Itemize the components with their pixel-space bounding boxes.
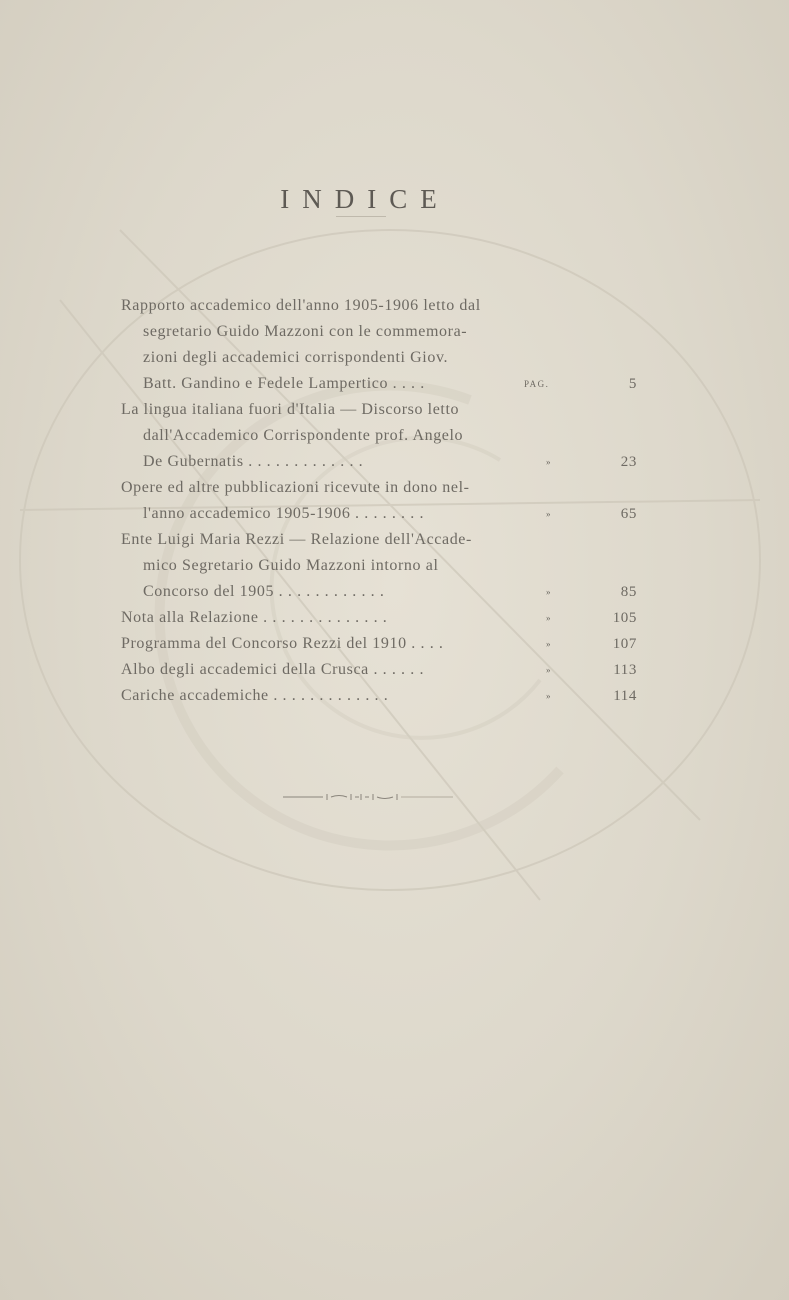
toc-entry-line (0, 527, 789, 553)
toc-entry (0, 683, 789, 709)
page-title: INDICE (280, 184, 450, 215)
toc-entry-text: Opere ed altre pubblicazioni ricevute in dono nel- (121, 479, 470, 496)
toc-entry-line (0, 657, 789, 683)
page-number: 85 (620, 584, 637, 600)
toc-entry-line (0, 683, 789, 709)
toc-entry-line (0, 345, 789, 371)
toc-entry-line (0, 319, 789, 345)
ditto-mark: » (546, 639, 552, 649)
toc-entry-text: Batt. Gandino e Fedele Lampertico . . . . (143, 375, 425, 392)
toc-entry-line (0, 475, 789, 501)
ditto-mark: » (546, 587, 552, 597)
toc-entry-line (0, 449, 789, 475)
toc-entry-text: Programma del Concorso Rezzi del 1910 . . . . (121, 635, 444, 652)
toc-entry-line (0, 579, 789, 605)
ditto-mark: » (546, 509, 552, 519)
page-number: 113 (613, 662, 637, 678)
page-number: 5 (628, 376, 637, 392)
table-of-contents (0, 293, 789, 709)
page-label: PAG. (524, 379, 550, 389)
toc-entry-text: zioni degli accademici corrispondenti Giov. (143, 349, 449, 366)
toc-entry (0, 605, 789, 631)
toc-entry-text: Albo degli accademici della Crusca . . . . . . (121, 661, 425, 678)
toc-entry (0, 475, 789, 527)
toc-entry-line (0, 631, 789, 657)
toc-entry (0, 657, 789, 683)
toc-entry-text: dall'Accademico Corrispondente prof. Angelo (143, 427, 464, 444)
ditto-mark: » (546, 691, 552, 701)
toc-entry-text: La lingua italiana fuori d'Italia — Discorso letto (121, 401, 460, 418)
toc-entry-text: De Gubernatis . . . . . . . . . . . . . (143, 453, 364, 470)
toc-entry-line (0, 553, 789, 579)
toc-entry-text: Rapporto accademico dell'anno 1905-1906 letto dal (121, 297, 481, 314)
ditto-mark: » (546, 613, 552, 623)
ditto-mark: » (546, 457, 552, 467)
toc-entry-line (0, 423, 789, 449)
page-number: 107 (612, 636, 637, 652)
title-divider (336, 216, 386, 217)
toc-entry-line (0, 293, 789, 319)
toc-entry (0, 631, 789, 657)
page-number: 23 (620, 454, 637, 470)
toc-entry (0, 527, 789, 605)
end-ornament (283, 790, 453, 804)
page-number: 114 (613, 688, 637, 704)
toc-entry (0, 293, 789, 397)
page-number: 65 (620, 506, 637, 522)
toc-entry-line (0, 397, 789, 423)
toc-entry-text: segretario Guido Mazzoni con le commemora- (143, 323, 468, 340)
toc-entry-text: l'anno accademico 1905-1906 . . . . . . . . (143, 505, 425, 522)
toc-entry-text: Cariche accademiche . . . . . . . . . . . . . (121, 687, 389, 704)
toc-entry-text: mico Segretario Guido Mazzoni intorno al (143, 557, 439, 574)
toc-entry (0, 397, 789, 475)
toc-entry-line (0, 501, 789, 527)
toc-entry-text: Concorso del 1905 . . . . . . . . . . . . (143, 583, 385, 600)
toc-entry-text: Ente Luigi Maria Rezzi — Relazione dell'Accade- (121, 531, 472, 548)
toc-entry-line (0, 605, 789, 631)
page-number: 105 (612, 610, 637, 626)
toc-entry-line (0, 371, 789, 397)
ditto-mark: » (546, 665, 552, 675)
toc-entry-text: Nota alla Relazione . . . . . . . . . . . . . . (121, 609, 388, 626)
